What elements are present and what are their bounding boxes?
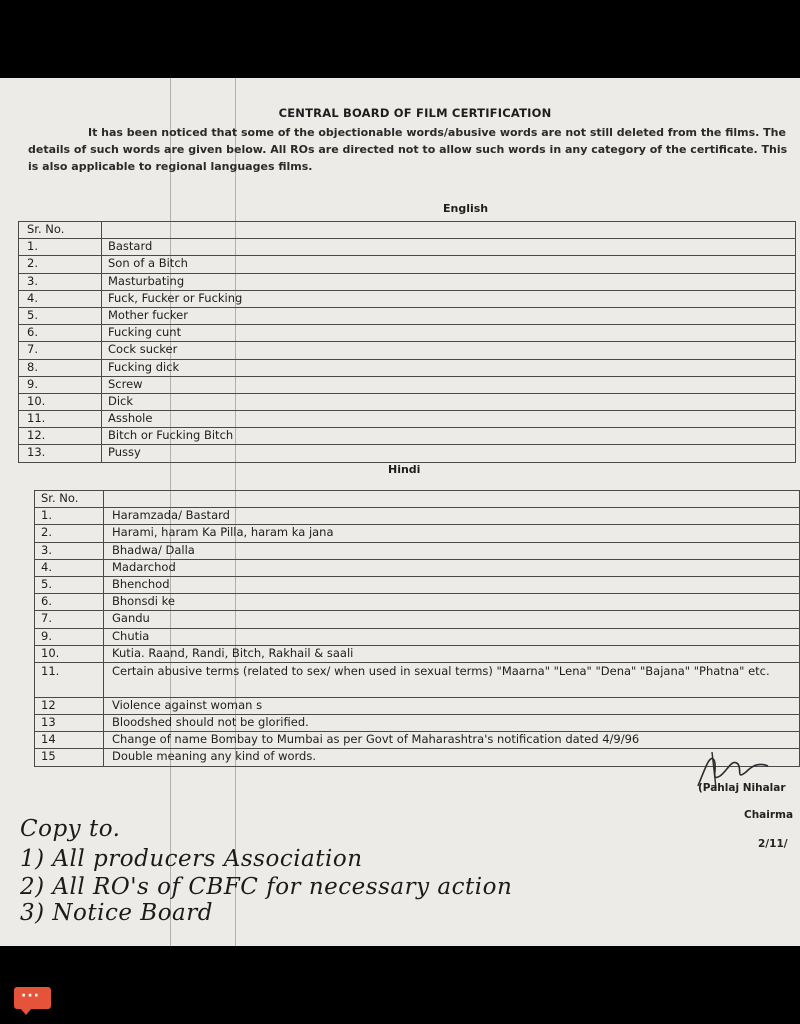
word-cell: Madarchod [104, 559, 800, 576]
table-row [35, 715, 800, 732]
table-row [19, 393, 796, 410]
table-header-row [35, 491, 800, 508]
signatory-date: 2/11/ [758, 838, 788, 850]
document-page [0, 78, 800, 946]
handwritten-copy-to: Copy to. [20, 816, 121, 842]
sr-no-cell: 6. [19, 325, 102, 342]
sr-no-cell: 10. [19, 393, 102, 410]
table-row [35, 749, 800, 766]
table-row [35, 611, 800, 628]
sr-no-cell: 13. [19, 445, 102, 462]
hindi-heading: Hindi [388, 463, 421, 476]
table-row [19, 239, 796, 256]
table-row [19, 376, 796, 393]
document-title: CENTRAL BOARD OF FILM CERTIFICATION [278, 106, 552, 120]
table-header-row [19, 222, 796, 239]
sr-no-cell: 8. [19, 359, 102, 376]
word-cell: Masturbating [102, 273, 796, 290]
table-row [19, 325, 796, 342]
sr-no-cell: 9. [35, 628, 104, 645]
table-row [35, 508, 800, 525]
word-cell: Son of a Bitch [102, 256, 796, 273]
table-row [35, 628, 800, 645]
sr-no-cell: 2. [35, 525, 104, 542]
word-cell: Double meaning any kind of words. [104, 749, 800, 766]
sr-no-cell: 7. [19, 342, 102, 359]
table-row [19, 290, 796, 307]
handwritten-line-3: 3) Notice Board [20, 900, 213, 926]
sr-no-cell: 12. [19, 428, 102, 445]
word-cell: Cock sucker [102, 342, 796, 359]
sr-no-cell: 1. [19, 239, 102, 256]
intro-paragraph: It has been noticed that some of the objectionable words/abusive words are not still deleted from the films. The details of such words are given below. All ROs are directed not to allow such words in any category of the certificate. This is also applicable to regional languages films. [28, 126, 788, 173]
word-cell: Haramzada/ Bastard [104, 508, 800, 525]
sr-no-cell: 3. [19, 273, 102, 290]
table-row [35, 662, 800, 697]
word-cell: Bloodshed should not be glorified. [104, 715, 800, 732]
sr-no-cell: 12 [35, 697, 104, 714]
sr-no-cell: 1. [35, 508, 104, 525]
signatory-name: (Pahlaj Nihalar [698, 782, 786, 794]
chat-bubble-dots: ··· [21, 988, 40, 1004]
word-cell: Fucking dick [102, 359, 796, 376]
handwritten-line-2: 2) All RO's of CBFC for necessary action [20, 874, 513, 900]
sr-no-cell: 7. [35, 611, 104, 628]
word-header [104, 491, 800, 508]
sr-no-cell: 4. [19, 290, 102, 307]
table-row [35, 559, 800, 576]
table-row [35, 525, 800, 542]
word-cell: Dick [102, 393, 796, 410]
table-row [35, 542, 800, 559]
table-row [19, 428, 796, 445]
sr-no-cell: 13 [35, 715, 104, 732]
sr-no-header: Sr. No. [19, 222, 102, 239]
table-row [19, 342, 796, 359]
sr-no-cell: 5. [35, 576, 104, 593]
sr-no-cell: 5. [19, 307, 102, 324]
table-row [35, 576, 800, 593]
word-cell: Certain abusive terms (related to sex/ when used in sexual terms) "Maarna" "Lena" "Dena" "Bajana" "Phatna" etc. [104, 662, 800, 697]
word-cell: Fuck, Fucker or Fucking [102, 290, 796, 307]
table-row [19, 445, 796, 462]
sr-no-cell: 10. [35, 645, 104, 662]
word-cell: Mother fucker [102, 307, 796, 324]
table-row [35, 645, 800, 662]
hindi-words-table [34, 490, 800, 767]
word-cell: Chutia [104, 628, 800, 645]
sr-no-cell: 11. [35, 662, 104, 697]
table-row [19, 359, 796, 376]
word-cell: Fucking cunt [102, 325, 796, 342]
sr-no-cell: 9. [19, 376, 102, 393]
table-row [19, 273, 796, 290]
word-cell: Harami, haram Ka Pilla, haram ka jana [104, 525, 800, 542]
sr-no-cell: 14 [35, 732, 104, 749]
table-row [35, 594, 800, 611]
sr-no-cell: 3. [35, 542, 104, 559]
word-cell: Asshole [102, 411, 796, 428]
word-cell: Kutia. Raand, Randi, Bitch, Rakhail & saali [104, 645, 800, 662]
chat-bubble-icon[interactable] [14, 987, 51, 1009]
word-cell: Bhadwa/ Dalla [104, 542, 800, 559]
table-row [35, 697, 800, 714]
word-cell: Change of name Bombay to Mumbai as per Govt of Maharashtra's notification dated 4/9/96 [104, 732, 800, 749]
word-cell: Bhonsdi ke [104, 594, 800, 611]
english-heading: English [443, 202, 489, 215]
sr-no-cell: 11. [19, 411, 102, 428]
word-cell: Violence against woman s [104, 697, 800, 714]
sr-no-cell: 4. [35, 559, 104, 576]
word-cell: Pussy [102, 445, 796, 462]
table-row [19, 411, 796, 428]
word-cell: Gandu [104, 611, 800, 628]
sr-no-cell: 15 [35, 749, 104, 766]
word-cell: Bastard [102, 239, 796, 256]
table-row [35, 732, 800, 749]
word-cell: Screw [102, 376, 796, 393]
sr-no-header: Sr. No. [35, 491, 104, 508]
table-row [19, 256, 796, 273]
english-words-table [18, 221, 796, 463]
sr-no-cell: 2. [19, 256, 102, 273]
word-cell: Bhenchod [104, 576, 800, 593]
sr-no-cell: 6. [35, 594, 104, 611]
word-cell: Bitch or Fucking Bitch [102, 428, 796, 445]
table-row [19, 307, 796, 324]
handwritten-line-1: 1) All producers Association [20, 846, 363, 872]
word-header [102, 222, 796, 239]
signatory-designation: Chairma [744, 809, 794, 821]
